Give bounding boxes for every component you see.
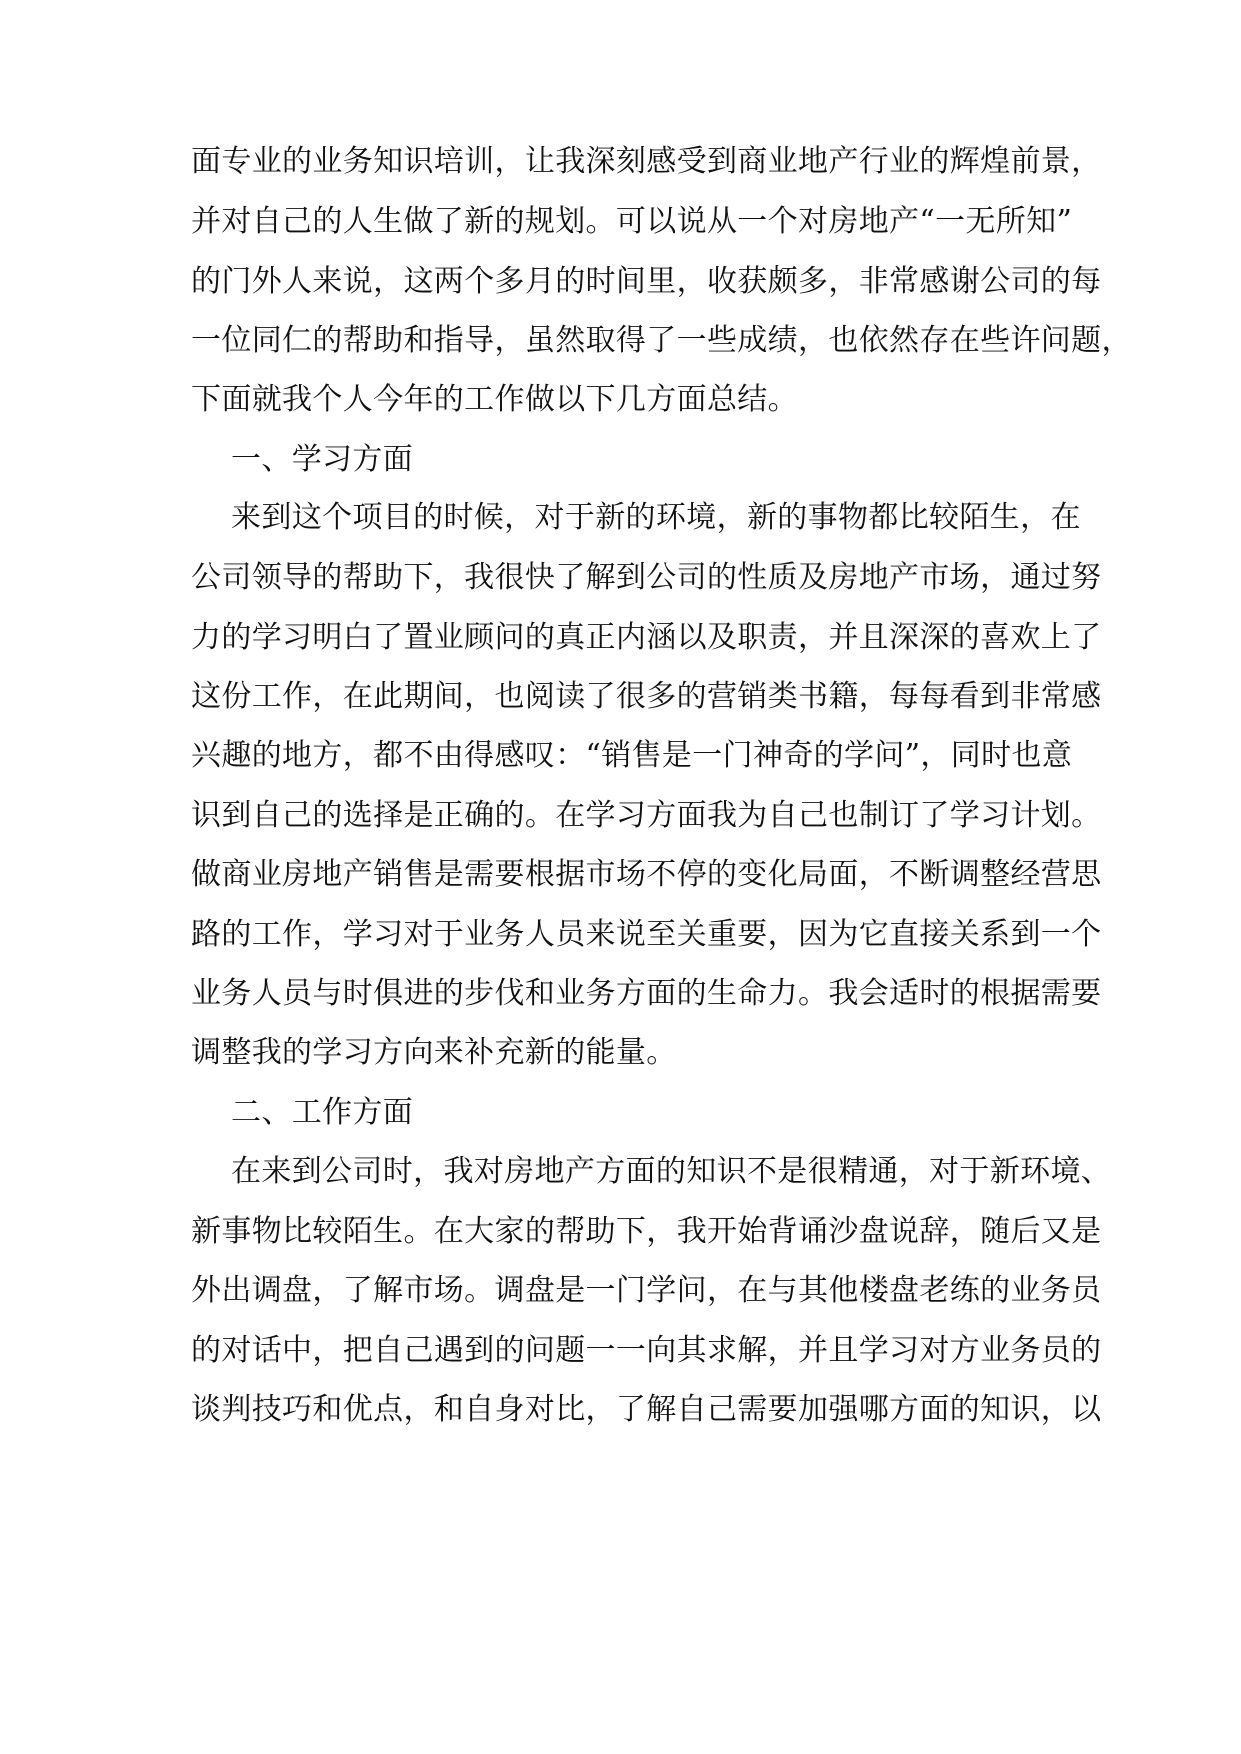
text-line: 面专业的业务知识培训，让我深刻感受到商业地产行业的辉煌前景， bbox=[191, 144, 1102, 179]
text-line: 下面就我个人今年的工作做以下几方面总结。 bbox=[191, 382, 798, 417]
text-line: 业务人员与时俱进的步伐和业务方面的生命力。我会适时的根据需要 bbox=[191, 976, 1102, 1011]
text-line: 调整我的学习方向来补充新的能量。 bbox=[191, 1035, 677, 1070]
text-line: 力的学习明白了置业顾问的真正内涵以及职责，并且深深的喜欢上了 bbox=[191, 620, 1102, 655]
text-line: 做商业房地产销售是需要根据市场不停的变化局面，不断调整经营思 bbox=[191, 857, 1102, 892]
text-line: 的门外人来说，这两个多月的时间里，收获颇多，非常感谢公司的每 bbox=[191, 264, 1102, 299]
text-line: 路的工作，学习对于业务人员来说至关重要，因为它直接关系到一个 bbox=[191, 917, 1102, 952]
text-line: 识到自己的选择是正确的。在学习方面我为自己也制订了学习计划。 bbox=[191, 798, 1102, 833]
section-heading: 一、学习方面 bbox=[231, 442, 414, 477]
text-line: 外出调盘，了解市场。调盘是一门学问，在与其他楼盘老练的业务员 bbox=[191, 1273, 1102, 1308]
text-line: 并对自己的人生做了新的规划。可以说从一个对房地产“一无所知” bbox=[191, 204, 1073, 239]
text-line: 的对话中，把自己遇到的问题一一向其求解，并且学习对方业务员的 bbox=[191, 1333, 1102, 1368]
text-line: 新事物比较陌生。在大家的帮助下，我开始背诵沙盘说辞，随后又是 bbox=[191, 1214, 1102, 1249]
text-line: 公司领导的帮助下，我很快了解到公司的性质及房地产市场，通过努 bbox=[191, 560, 1102, 595]
section-heading: 二、工作方面 bbox=[231, 1095, 414, 1130]
text-line: 谈判技巧和优点，和自身对比，了解自己需要加强哪方面的知识，以 bbox=[191, 1392, 1102, 1427]
text-line: 在来到公司时，我对房地产方面的知识不是很精通，对于新环境、 bbox=[231, 1154, 1112, 1189]
text-line: 兴趣的地方，都不由得感叹：“销售是一门神奇的学问”，同时也意 bbox=[191, 738, 1073, 773]
text-line: 这份工作，在此期间，也阅读了很多的营销类书籍，每每看到非常感 bbox=[191, 679, 1102, 714]
text-line: 来到这个项目的时候，对于新的环境，新的事物都比较陌生，在 bbox=[231, 500, 1081, 535]
text-line: 一位同仁的帮助和指导，虽然取得了一些成绩，也依然存在些许问题， bbox=[191, 323, 1132, 358]
